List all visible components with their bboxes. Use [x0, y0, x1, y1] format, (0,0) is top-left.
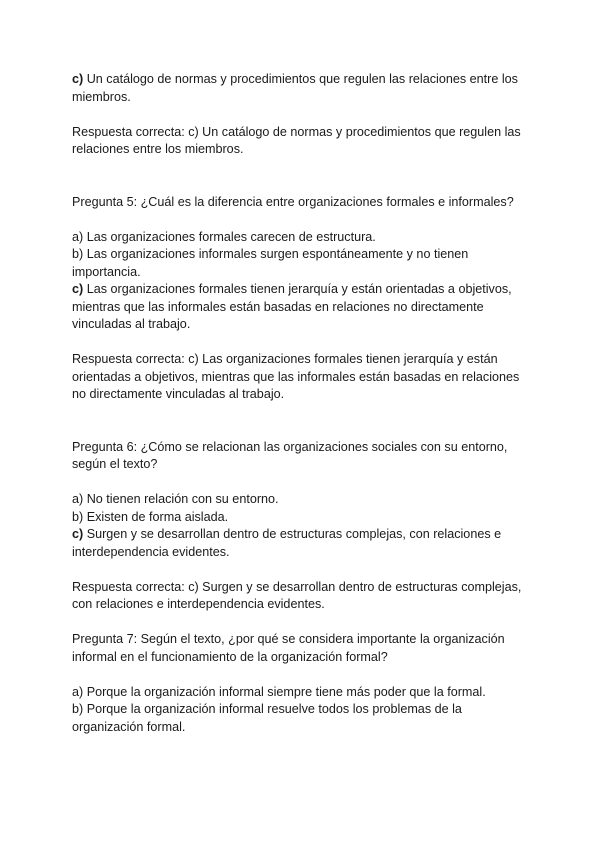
- q7-option-a: a) Porque la organización informal siempre tiene más poder que la formal.: [72, 684, 486, 699]
- q7-option-b: b) Porque la organización informal resuelve todos los problemas de la organización formal.: [72, 702, 462, 734]
- q4-option-c: [72, 71, 532, 106]
- q6-correct-answer: Respuesta correcta: c) Surgen y se desarrollan dentro de estructuras complejas, con relaciones e interdependencia evidentes.: [72, 579, 522, 611]
- q6-question: Pregunta 6: ¿Cómo se relacionan las organizaciones sociales con su entorno, según el texto?: [72, 439, 508, 471]
- document-page: [72, 71, 532, 736]
- q5-option-c: [72, 281, 532, 334]
- option-text: Un catálogo de normas y procedimientos que regulen las relaciones entre los miembros.: [72, 72, 518, 104]
- option-letter: c): [72, 527, 84, 541]
- q5-correct-answer: Respuesta correcta: c) Las organizaciones formales tienen jerarquía y están orientadas a objetivos, mientras que las informales están basadas en relaciones no directamente vinculadas al trabajo.: [72, 352, 520, 401]
- q5-option-b: b) Las organizaciones informales surgen espontáneamente y no tienen importancia.: [72, 247, 469, 279]
- q7-question: Pregunta 7: Según el texto, ¿por qué se considera importante la organización informal en el funcionamiento de la organización formal?: [72, 632, 505, 664]
- q5-option-a: a) Las organizaciones formales carecen de estructura.: [72, 229, 376, 244]
- q6-option-c: [72, 526, 532, 561]
- q6-option-a: a) No tienen relación con su entorno.: [72, 492, 279, 506]
- q4-correct-answer: Respuesta correcta: c) Un catálogo de normas y procedimientos que regulen las relaciones entre los miembros.: [72, 124, 521, 156]
- q5-question: Pregunta 5: ¿Cuál es la diferencia entre organizaciones formales e informales?: [72, 194, 514, 209]
- q6-option-b: b) Existen de forma aislada.: [72, 509, 229, 524]
- option-letter: c): [72, 282, 84, 296]
- option-text: Las organizaciones formales tienen jerarquía y están orientadas a objetivos, mientras que las informales están basadas en relaciones no directamente vinculadas al trabajo.: [72, 282, 512, 331]
- option-letter: c): [72, 72, 84, 86]
- option-text: Surgen y se desarrollan dentro de estructuras complejas, con relaciones e interdependencia evidentes.: [72, 527, 502, 559]
